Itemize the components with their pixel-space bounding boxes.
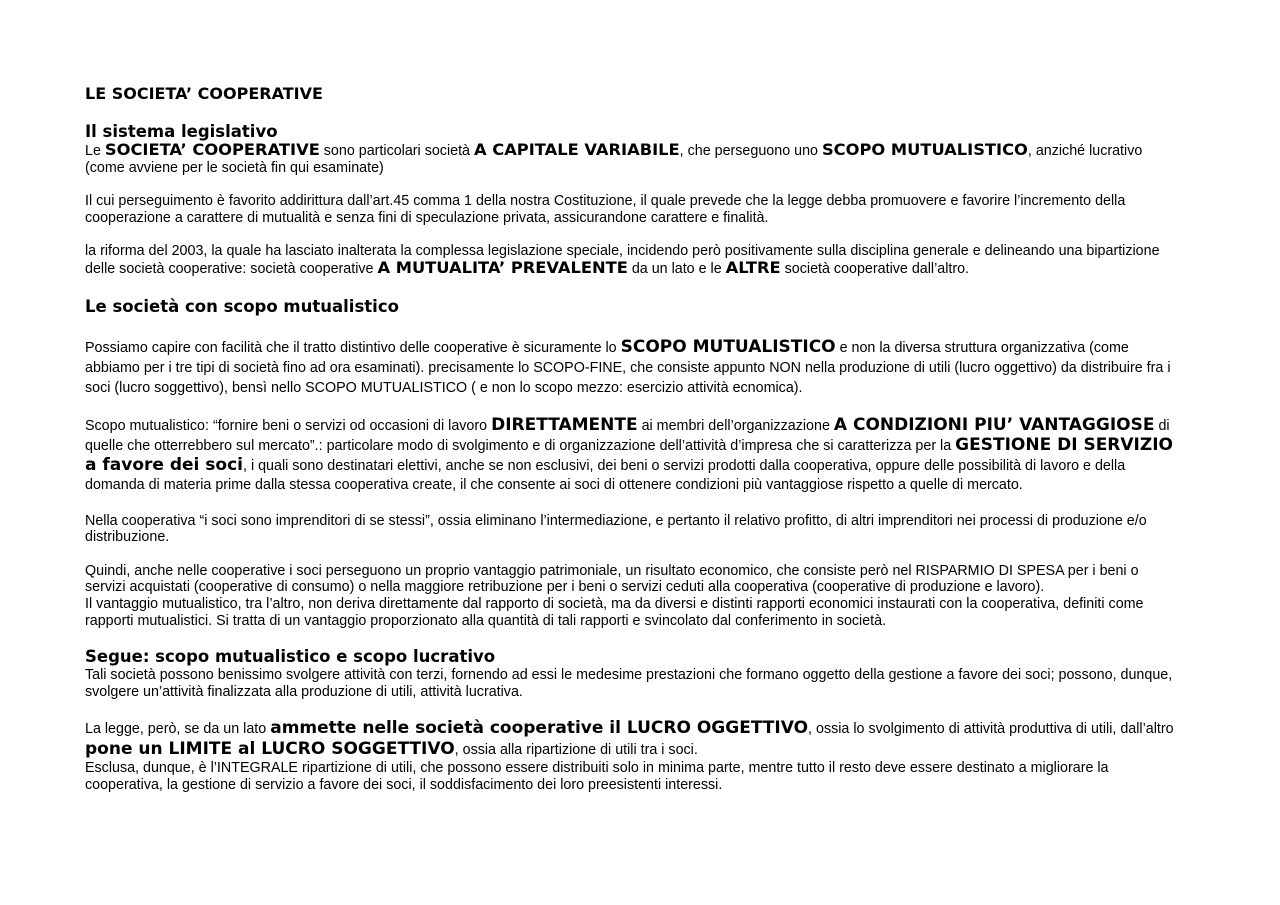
paragraph-lucro: La legge, però, se da un lato ammette nelle società cooperative il LUCRO OGGETTIVO, ossia lo svolgimento di attività produttiva di utili, dall’altro pone un LIMITE al LUCRO SOGGETTIVO, ossia alla ripartizione di utili tra i soci. bbox=[85, 718, 1174, 760]
paragraph-vantaggio-mutualistico: Il vantaggio mutualistico, tra l’altro, non deriva direttamente dal rapporto di società, ma da diversi e distinti rapporti economici instaurati con la cooperativa, definiti come rapporti mutualistici. Si tratta di un vantaggio proporzionato alla quantità di tali rapporti e svincolato dal conferimento in società. bbox=[85, 595, 1144, 629]
document-page bbox=[85, 84, 1175, 794]
paragraph-scopo-mutualistico: Scopo mutualistico: “fornire beni o servizi od occasioni di lavoro DIRETTAMENTE ai membri dell’organizzazione A CONDIZIONI PIU’ VANTAGGIOSE di quelle che otterrebbero sul mercato”.: particolare modo di svolgimento e di organizzazione dell’attività d’impresa che si caratterizza per la GESTIONE DI SERVIZIO a favore dei soci, i quali sono destinatari elettivi, anche se non esclusivi, dei beni o servizi prodotti dalla cooperativa, oppure delle possibilità di lavoro e della domanda di materia prime dalla stessa cooperativa create, il che consente ai soci di ottenere condizioni più vantaggiose rispetto a quelle di mercato. bbox=[85, 414, 1173, 493]
paragraph-tratto-distintivo: Possiamo capire con facilità che il tratto distintivo delle cooperative è sicuramente lo SCOPO MUTUALISTICO e non la diversa struttura organizzativa (come abbiamo per i tre tipi di società fino ad ora esaminati). precisamente lo SCOPO-FINE, che consiste appunto NON nella produzione di utili (lucro oggettivo) da distribuire fra i soci (lucro soggettivo), bensì nello SCOPO MUTUALISTICO ( e non lo scopo mezzo: esercizio attività ecnomica). bbox=[85, 336, 1171, 396]
section-heading-lucrativo: Segue: scopo mutualistico e scopo lucrativo bbox=[85, 647, 496, 667]
section-heading-mutualistico: Le società con scopo mutualistico bbox=[85, 296, 399, 316]
document-title: LE SOCIETA’ COOPERATIVE bbox=[85, 84, 323, 103]
paragraph-attivita-terzi: Tali società possono benissimo svolgere attività con terzi, fornendo ad essi le medesime prestazioni che formano oggetto della gestione a favore dei soci; possono, dunque, svolgere un’attività finalizzata alla produzione di utili, attività lucrativa. bbox=[85, 667, 1173, 700]
paragraph-intro: Le SOCIETA’ COOPERATIVE sono particolari società A CAPITALE VARIABILE, che perseguono uno SCOPO MUTUALISTICO, anziché lucrativo (come avviene per le società fin qui esaminate) bbox=[85, 140, 1143, 176]
paragraph-riforma: la riforma del 2003, la quale ha lasciato inalterata la complessa legislazione speciale, incidendo però positivamente sulla disciplina generale e delineando una bipartizione delle società cooperative: società cooperative A MUTUALITA’ PREVALENTE da un lato e le ALTRE società cooperative dall’altro. bbox=[85, 243, 1160, 277]
paragraph-costituzione: Il cui perseguimento è favorito addirittura dall’art.45 comma 1 della nostra Costituzione, il quale prevede che la legge debba promuovere e favorire l’incremento della cooperazione a carattere di mutualità e senza fini di speculazione privata, assicurandone carattere e finalità. bbox=[85, 193, 1126, 226]
section-heading-legislativo: Il sistema legislativo bbox=[85, 122, 278, 141]
paragraph-imprenditori: Nella cooperativa “i soci sono imprenditori di se stessi”, ossia eliminano l’intermediazione, e pertanto il relativo profitto, di altri imprenditori nei processi di produzione e/o distribuzione. bbox=[85, 512, 1147, 546]
paragraph-vantaggio-patrimoniale: Quindi, anche nelle cooperative i soci perseguono un proprio vantaggio patrimoniale, un risultato economico, che consiste però nel RISPARMIO DI SPESA per i beni o servizi acquistati (cooperative di consumo) o nella maggiore retribuzione per i beni o servizi ceduti alla cooperativa (cooperative di produzione e lavoro). bbox=[85, 562, 1139, 596]
paragraph-ripartizione: Esclusa, dunque, è l’INTEGRALE ripartizione di utili, che possono essere distribuiti solo in minima parte, mentre tutto il resto deve essere destinato a migliorare la cooperativa, la gestione di servizio a favore dei soci, il soddisfacimento dei loro preesistenti interessi. bbox=[85, 760, 1109, 793]
